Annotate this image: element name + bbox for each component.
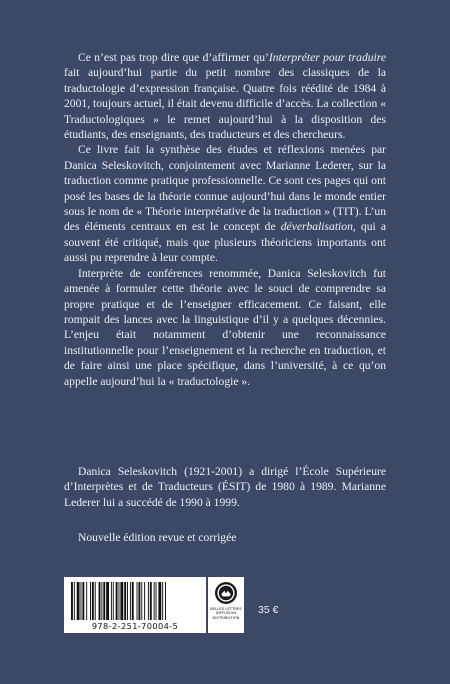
barcode bbox=[64, 577, 206, 633]
distributor-text-line-2: DIFFUSION bbox=[215, 611, 237, 616]
barcode-bars-icon bbox=[70, 582, 200, 620]
blurb-paragraph-1 bbox=[64, 50, 386, 142]
author-bio-text: Danica Seleskovitch (1921-2001) a dirigé l’École Supérieure d’Interprètes et de Traducteurs (ÉSIT) de 1980 à 1989. Marianne Lederer lui a succédé de 1990 à 1999. bbox=[64, 465, 386, 509]
blurb-paragraph-3: Interprète de conférences renommée, Danica Seleskovitch fut amenée à formuler cette théorie avec le souci de comprendre sa propre pratique et de l’enseigner efficacement. Ce faisant, elle rompait des lances avec la linguistique d’il y a quelques décennies. L’enjeu était notamment d’obtenir une reconnaissance institutionnelle pour l’enseignement et la recherche en traduction, et de faire ainsi une place spécifique, dans l’université, à ce qu’on appelle aujourd’hui la « traductologie ». bbox=[64, 266, 386, 388]
book-title-italic: Interpréter pour traduire bbox=[268, 51, 386, 64]
term-italic: déverbalisation bbox=[280, 220, 353, 234]
blurb bbox=[64, 50, 386, 389]
author-bio bbox=[64, 464, 386, 510]
distributor-logo bbox=[208, 577, 244, 633]
edition-note: Nouvelle édition revue et corrigée bbox=[78, 531, 237, 544]
price: 35 € bbox=[258, 604, 279, 616]
blurb-p2-start: Ce livre fait la synthèse des études et réflexions menées par Danica Seleskovitch, conjointement avec Marianne Lederer, sur la traduction comme pratique professionnelle. Ce sont ces pages qui ont posé les bases de la théorie connue aujourd’hui dans le monde entier sous le nom de « Théorie interprétative de la traduction » (TIT). L’un des éléments centraux en est le concept de bbox=[64, 143, 386, 234]
distributor-emblem-icon bbox=[214, 581, 238, 605]
blurb-p2-end: , qui a souvent été critiqué, mais que plusieurs théoriciens importants ont aussi pu reprendre à leur compte. bbox=[64, 220, 386, 265]
blurb-p1-start: Ce n’est pas trop dire que d’affirmer qu’ bbox=[78, 51, 269, 64]
blurb-paragraph-2 bbox=[64, 142, 386, 265]
distributor-text-line-3: DISTRIBUTION bbox=[212, 615, 240, 620]
blurb-p1-end: fait aujourd’hui partie du petit nombre des classiques de la traductologie d’expression française. Quatre fois réédité de 1984 à 2001, toujours actuel, il était devenu difficile d’accès. La collection « Traductologiques » le remet aujourd’hui à la disposition des étudiants, des enseignants, des traducteurs et des chercheurs. bbox=[64, 66, 386, 142]
distributor-text bbox=[208, 607, 244, 620]
distributor-text-line-1: BELLES LETTRES bbox=[210, 607, 242, 611]
isbn-number: 978-2-251-70004-5 bbox=[91, 621, 179, 631]
